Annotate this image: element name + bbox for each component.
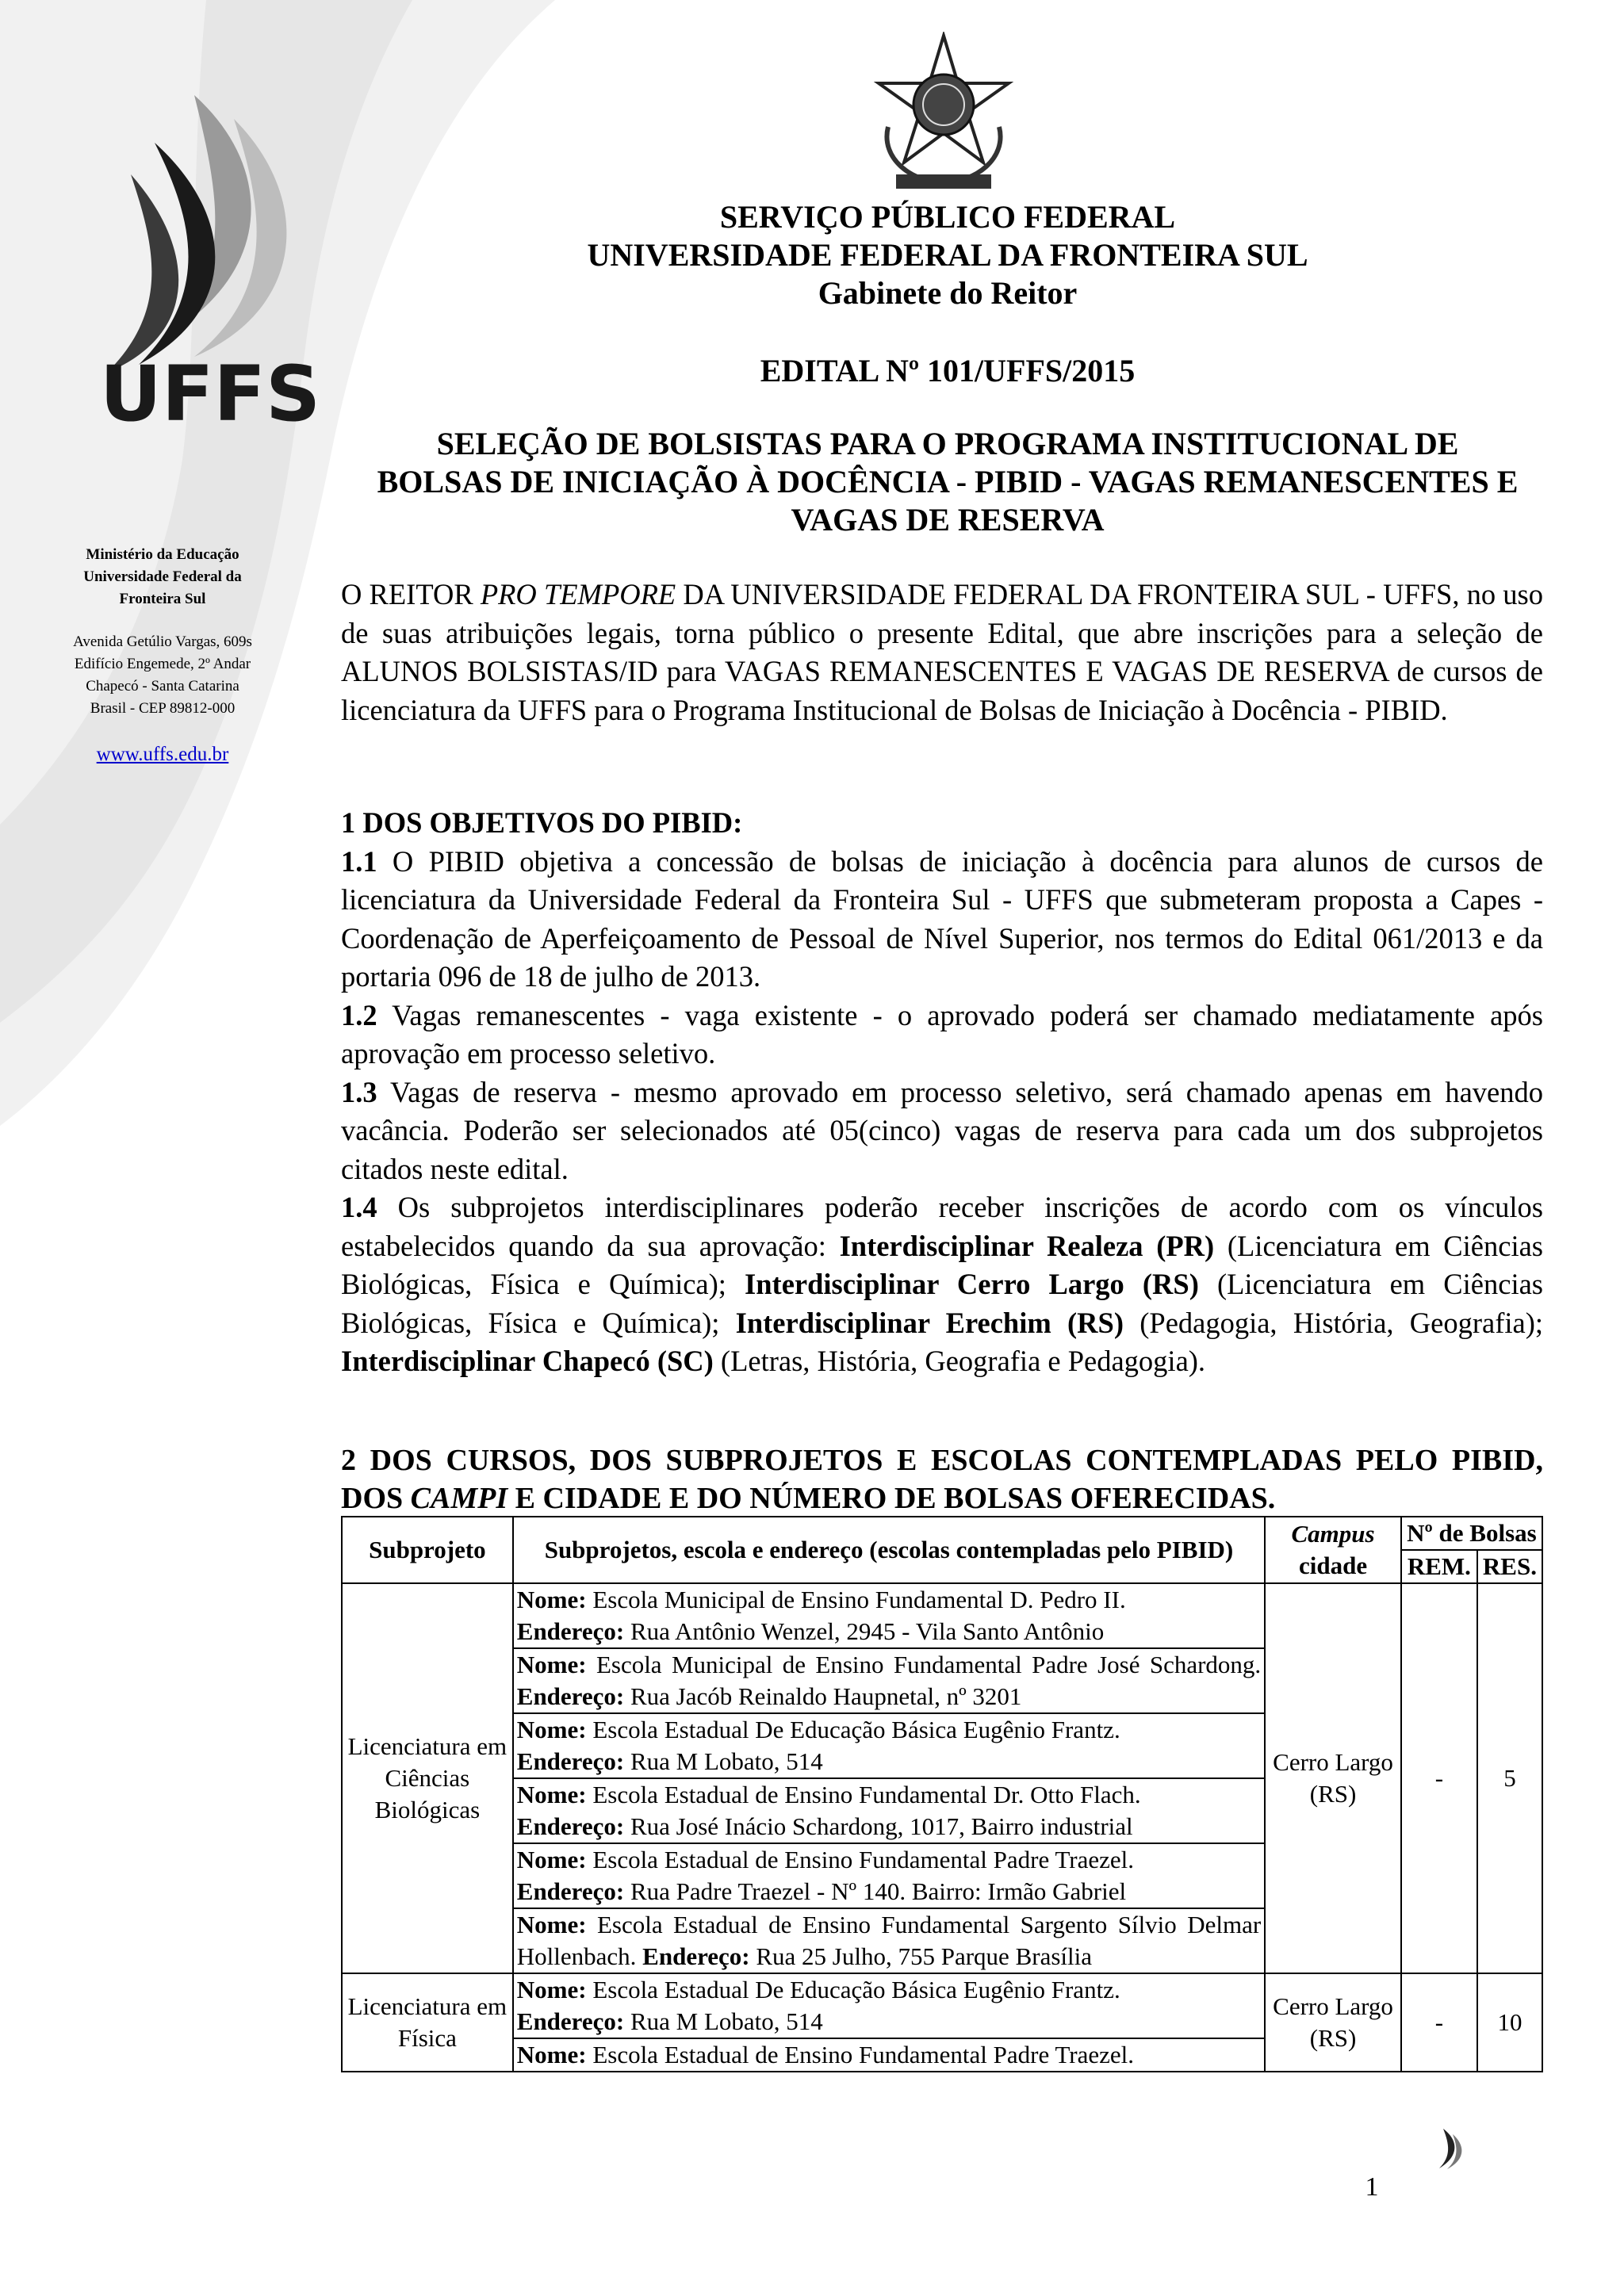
edital-number: EDITAL Nº 101/UFFS/2015 [760,353,1136,388]
sidebar-address [48,631,278,720]
section-2-title: 2 DOS CURSOS, DOS SUBPROJETOS E ESCOLAS CONTEMPLADAS PELO PIBID, DOS CAMPI E CIDADE E DO NÚMERO DE BOLSAS OFERECIDAS. [341,1444,1543,1515]
campus-cell: Cerro Largo (RS) [1265,1973,1401,2072]
table-row [342,1583,1542,1648]
address-line: Brasil - CEP 89812-000 [90,700,236,717]
res-cell: 5 [1477,1583,1542,1973]
website-link[interactable]: www.uffs.edu.br [96,744,229,765]
school-cell: Nome: Escola Estadual De Educação Básica Eugênio Frantz. Endereço: Rua M Lobato, 514 [513,1973,1265,2038]
subprojeto-cell: Licenciatura em Física [342,1973,513,2072]
svg-text:UFFS: UFFS [99,350,321,436]
res-cell: 10 [1477,1973,1542,2072]
col-header-res: RES. [1477,1550,1542,1583]
table-header-row [342,1517,1542,1550]
col-header-rem: REM. [1401,1550,1477,1583]
table-row [342,1973,1542,2038]
subprojeto-cell: Licenciatura em Ciências Biológicas [342,1583,513,1973]
clause-1-4: 1.4 Os subprojetos interdisciplinares poderão receber inscrições de acordo com os vínculos estabelecidos quando da sua aprovação: Interdisciplinar Realeza (PR) (Licenciatura em Ciências Biológicas, Física e Química); Interdisciplinar Cerro Largo (RS) (Licenciatura em Ciências Biológicas, Física e Química); Interdisciplinar Erechim (RS) (Pedagogia, História, Geografia); Interdisciplinar Chapecó (SC) (Letras, História, Geografia e Pedagogia). [341,1191,1543,1377]
sidebar-org-line: Ministério da Educação [86,546,239,563]
page-number: 1 [1365,2172,1379,2202]
address-line: Avenida Getúlio Vargas, 609s [73,633,252,650]
sidebar-org-line: Universidade Federal da [83,568,242,585]
school-cell: Nome: Escola Estadual de Ensino Fundamental Padre Traezel. Endereço: Rua Padre Traezel - Nº 140. Bairro: Irmão Gabriel [513,1843,1265,1908]
sidebar-institution-info [48,544,278,766]
header-line: UNIVERSIDADE FEDERAL DA FRONTEIRA SUL [587,237,1308,273]
rem-cell: - [1401,1973,1477,2072]
intro-paragraph: O REITOR PRO TEMPORE DA UNIVERSIDADE FEDERAL DA FRONTEIRA SUL - UFFS, no uso de suas atribuições legais, torna público o presente Edital, que abre inscrições para a seleção de ALUNOS BOLSISTAS/ID para VAGAS REMANESCENTES E VAGAS DE RESERVA de cursos de licenciatura da UFFS para o Programa Institucional de Bolsas de Iniciação à Docência - PIBID. [341,578,1543,726]
address-line: Edifício Engemede, 2º Andar [74,656,251,672]
col-header-schools: Subprojetos, escola e endereço (escolas contempladas pelo PIBID) [513,1517,1265,1583]
uffs-logo [75,71,345,436]
clause-1-3: 1.3 Vagas de reserva - mesmo aprovado em processo seletivo, será chamado apenas em havendo vacância. Poderão ser selecionados até 05(cinco) vagas de reserva para cada um dos subprojetos citados neste edital. [341,1075,1543,1185]
title-line: VAGAS DE RESERVA [791,502,1105,538]
col-header-subprojeto: Subprojeto [342,1517,513,1583]
section-title: 1 DOS OBJETIVOS DO PIBID: [341,806,743,839]
col-header-bolsas: Nº de Bolsas [1401,1517,1542,1550]
clause-1-2: 1.2 Vagas remanescentes - vaga existente - o aprovado poderá ser chamado mediatamente após aprovação em processo seletivo. [341,998,1543,1070]
address-line: Chapecó - Santa Catarina [86,678,239,695]
document-title [333,425,1562,539]
bolsas-table [341,1516,1543,2072]
school-cell: Nome: Escola Estadual De Educação Básica Eugênio Frantz. Endereço: Rua M Lobato, 514 [513,1713,1265,1778]
school-cell: Nome: Escola Estadual de Ensino Fundamental Dr. Otto Flach. Endereço: Rua José Inácio Schardong, 1017, Bairro industrial [513,1778,1265,1843]
school-cell: Nome: Escola Estadual de Ensino Fundamental Sargento Sílvio Delmar Hollenbach. Endereço: Rua 25 Julho, 755 Parque Brasília [513,1908,1265,1973]
document-header [341,198,1554,312]
clause-1-1: 1.1 O PIBID objetiva a concessão de bolsas de iniciação à docência para alunos de cursos de licenciatura da Universidade Federal da Fronteira Sul - UFFS que submeteram proposta a Capes - Coordenação de Aperfeiçoamento de Pessoal de Nível Superior, nos termos do Edital 061/2013 e da portaria 096 de 18 de julho de 2013. [341,844,1543,993]
title-line: SELEÇÃO DE BOLSISTAS PARA O PROGRAMA INSTITUCIONAL DE [436,426,1459,461]
header-line: SERVIÇO PÚBLICO FEDERAL [719,199,1176,235]
section-1 [341,804,1543,1381]
school-cell: Nome: Escola Municipal de Ensino Fundamental Padre José Schardong. Endereço: Rua Jacób Reinaldo Haupnetal, nº 3201 [513,1648,1265,1713]
school-cell: Nome: Escola Estadual de Ensino Fundamental Padre Traezel. [513,2038,1265,2072]
title-line: BOLSAS DE INICIAÇÃO À DOCÊNCIA - PIBID - VAGAS REMANESCENTES E [377,464,1519,499]
sidebar-org-line: Fronteira Sul [119,591,206,607]
school-cell: Nome: Escola Municipal de Ensino Fundamental D. Pedro II. Endereço: Rua Antônio Wenzel, 2945 - Vila Santo Antônio [513,1583,1265,1648]
brasao-coat-of-arms [864,32,1023,198]
col-header-campus: Campus cidade [1265,1517,1401,1583]
footer-logo-icon [1427,2125,1467,2172]
header-line: Gabinete do Reitor [818,275,1078,311]
rem-cell: - [1401,1583,1477,1973]
campus-cell: Cerro Largo (RS) [1265,1583,1401,1973]
